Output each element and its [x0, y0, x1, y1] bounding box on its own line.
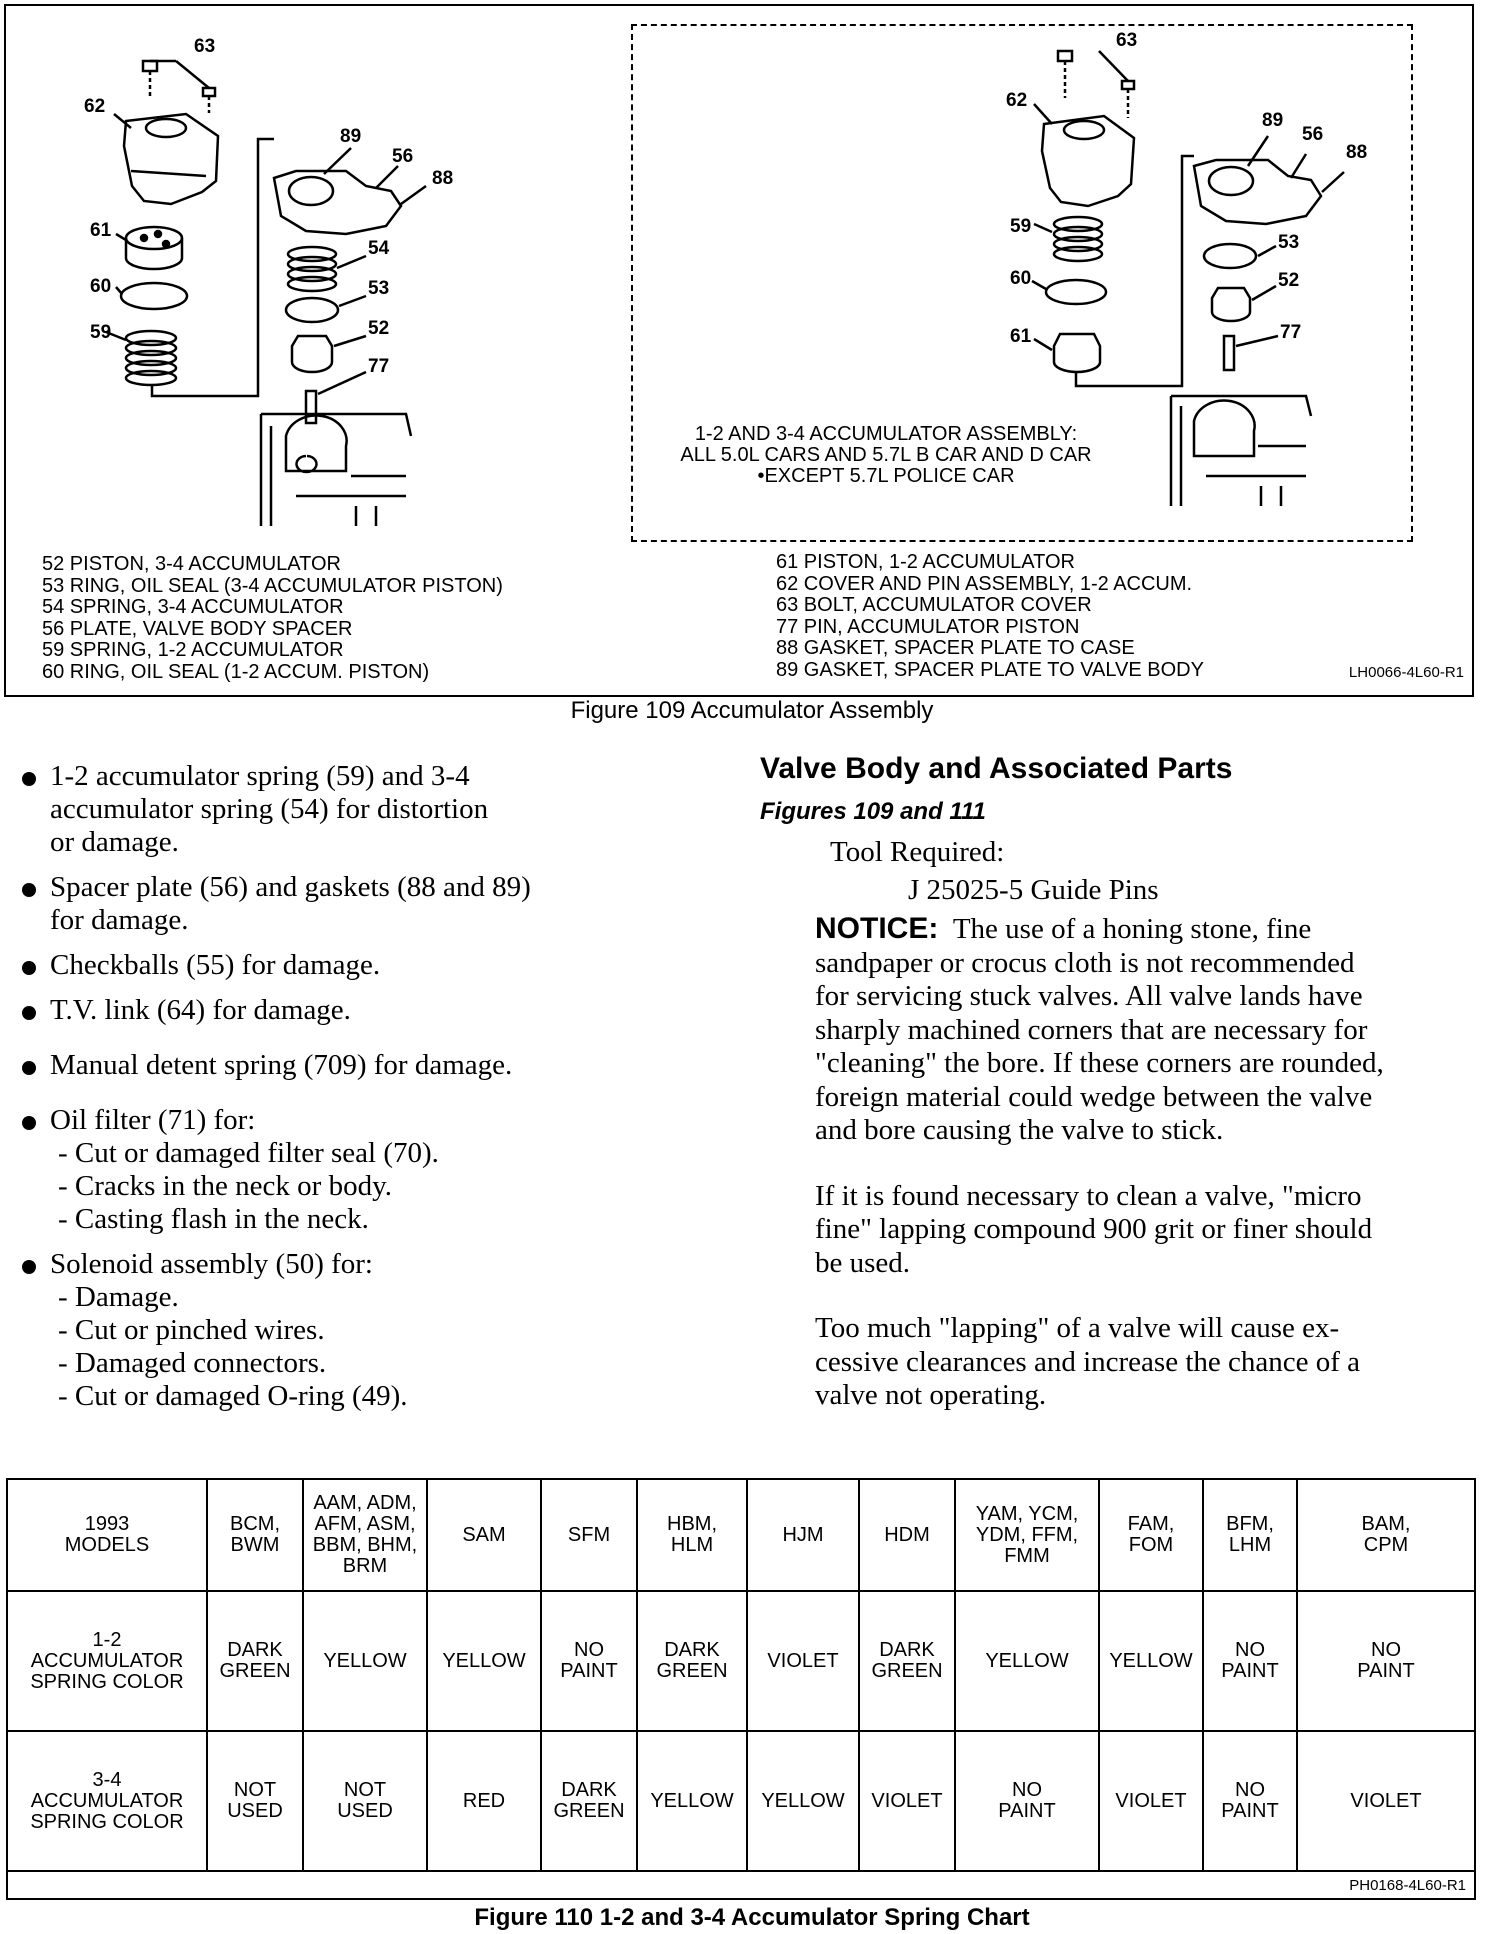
list-item — [22, 1104, 722, 1236]
left-bolt-short — [203, 88, 215, 113]
row-1-2-cell — [747, 1591, 859, 1731]
table-header-row — [7, 1479, 1475, 1591]
bullet-icon — [22, 772, 36, 786]
list-item — [22, 760, 722, 859]
note-line: ALL 5.0L CARS AND 5.7L B CAR AND D CAR — [680, 444, 1092, 466]
callout-56-left: 56 — [392, 146, 414, 167]
row-3-4-cell — [207, 1731, 303, 1871]
cell-line: HBM, — [667, 1513, 717, 1535]
cell-line: FAM, — [1127, 1513, 1175, 1535]
left-piston-61 — [126, 227, 182, 269]
cell-line: PAINT — [1357, 1660, 1415, 1682]
cell-line: ACCUMULATOR — [30, 1789, 184, 1812]
legend-item: 61 PISTON, 1-2 ACCUMULATOR — [776, 551, 1075, 573]
cell-line: YELLOW — [985, 1649, 1069, 1672]
cell-line: GREEN — [219, 1660, 291, 1682]
legend-item: 56 PLATE, VALVE BODY SPACER — [42, 617, 353, 640]
left-pin-77 — [306, 391, 316, 423]
row-1-2-cell — [1297, 1591, 1475, 1731]
para-line: fine" lapping compound 900 grit or finer should — [815, 1213, 1373, 1245]
cell-line: AFM, ASM, — [314, 1513, 416, 1535]
header-cell — [955, 1479, 1099, 1591]
figure-reference: Figures 109 and 111 — [760, 798, 986, 825]
cell-line: MODELS — [64, 1534, 150, 1556]
row-1-2-cell — [207, 1591, 303, 1731]
item-line: Manual detent spring (709) for damage. — [50, 1049, 513, 1081]
notice-line — [815, 912, 1480, 947]
callout-63-left: 63 — [194, 36, 216, 57]
header-cell — [859, 1479, 955, 1591]
cell-line: NO — [574, 1639, 604, 1661]
cell-line: YELLOW — [650, 1789, 734, 1812]
para-line: valve not operating. — [815, 1379, 1047, 1411]
callout-89-left: 89 — [340, 126, 362, 147]
legend-item: 60 RING, OIL SEAL (1-2 ACCUM. PISTON) — [42, 660, 430, 683]
item-line: 1-2 accumulator spring (59) and 3-4 — [50, 760, 470, 792]
cell-line: USED — [337, 1800, 393, 1822]
para-line: cessive clearances and increase the chance of a — [815, 1345, 1361, 1378]
cell-line: SPRING COLOR — [30, 1670, 184, 1693]
notice-label: NOTICE: — [815, 912, 939, 945]
lapping-paragraph — [815, 1180, 1480, 1281]
callout-89-right: 89 — [1262, 110, 1284, 131]
warning-paragraph — [815, 1312, 1480, 1413]
list-item — [22, 994, 722, 1027]
cell-line: GREEN — [656, 1660, 728, 1682]
cell-line: PAINT — [560, 1660, 618, 1682]
cell-line: NOT — [233, 1779, 277, 1801]
legend-item: 52 PISTON, 3-4 ACCUMULATOR — [42, 553, 341, 575]
callout-52-left: 52 — [368, 318, 390, 339]
cell-line: SPRING COLOR — [30, 1810, 184, 1833]
sub-item: - Cut or pinched wires. — [58, 1314, 325, 1346]
cell-line: 3-4 — [92, 1768, 122, 1791]
header-cell — [1203, 1479, 1297, 1591]
cell-line: 1993 — [84, 1513, 130, 1535]
callout-53-left: 53 — [368, 278, 390, 299]
item-line: Checkballs (55) for damage. — [50, 949, 381, 981]
header-cell — [637, 1479, 747, 1591]
bullet-icon — [22, 1061, 36, 1075]
cell-line: YAM, YCM, — [975, 1502, 1079, 1525]
item-line: T.V. link (64) for damage. — [50, 994, 351, 1026]
callout-88-right: 88 — [1346, 142, 1368, 163]
sub-item: - Cracks in the neck or body. — [58, 1170, 392, 1202]
table-footer-row — [7, 1871, 1475, 1899]
cell-line: VIOLET — [1350, 1789, 1422, 1812]
assembly-variant-note — [636, 424, 1136, 487]
cell-line: PAINT — [998, 1800, 1056, 1822]
cell-line: YELLOW — [1109, 1649, 1193, 1672]
notice-line: sharply machined corners that are necessary for — [815, 1013, 1368, 1046]
cell-line: NO — [1371, 1639, 1401, 1661]
legend-item: 88 GASKET, SPACER PLATE TO CASE — [776, 637, 1135, 659]
row-1-2-cell — [955, 1591, 1099, 1731]
note-line: 1-2 AND 3-4 ACCUMULATOR ASSEMBLY: — [694, 423, 1078, 445]
cell-line: HJM — [782, 1523, 824, 1546]
row-1-2-cell — [859, 1591, 955, 1731]
table-row-3-4 — [7, 1731, 1475, 1871]
cell-line: YELLOW — [761, 1789, 845, 1812]
left-ring-53 — [286, 298, 338, 322]
notice-line: sandpaper or crocus cloth is not recommended — [815, 946, 1355, 979]
row-3-4-cell — [955, 1731, 1099, 1871]
cell-line: DARK — [879, 1639, 935, 1661]
figure-109-panel — [4, 4, 1474, 697]
cell-line: SFM — [567, 1523, 611, 1546]
note-line: •EXCEPT 5.7L POLICE CAR — [757, 465, 1015, 487]
cell-line: VIOLET — [1115, 1789, 1187, 1812]
legend-item: 63 BOLT, ACCUMULATOR COVER — [776, 594, 1092, 616]
left-spring-54 — [288, 247, 336, 291]
row-3-4-cell — [427, 1731, 541, 1871]
cell-line: GREEN — [871, 1660, 943, 1682]
row-3-4-cell — [1099, 1731, 1203, 1871]
cell-line: NO — [1235, 1779, 1265, 1801]
row-3-4-cell — [747, 1731, 859, 1871]
left-spring-59 — [126, 331, 176, 385]
callout-56-right: 56 — [1302, 124, 1324, 145]
callout-60-right: 60 — [1010, 268, 1032, 289]
cell-line: ACCUMULATOR — [30, 1649, 184, 1672]
cell-line: PAINT — [1221, 1660, 1279, 1682]
cell-line: PAINT — [1221, 1800, 1279, 1822]
item-line: Solenoid assembly (50) for: — [50, 1248, 373, 1280]
table-row-1-2 — [7, 1591, 1475, 1731]
cell-line: AAM, ADM, — [313, 1492, 417, 1514]
cell-line: HLM — [670, 1534, 714, 1556]
bullet-icon — [22, 883, 36, 897]
item-line: Spacer plate (56) and gaskets (88 and 89) — [50, 871, 531, 903]
row-1-2-cell — [1203, 1591, 1297, 1731]
row-3-4-cell — [541, 1731, 637, 1871]
cell-line: CPM — [1363, 1534, 1409, 1556]
legend-item: 54 SPRING, 3-4 ACCUMULATOR — [42, 596, 344, 618]
para-line: be used. — [815, 1246, 911, 1279]
callout-53-right: 53 — [1278, 232, 1300, 253]
bullet-icon — [22, 1006, 36, 1020]
cell-line: GREEN — [553, 1800, 625, 1822]
item-line: accumulator spring (54) for distortion — [50, 793, 489, 825]
callout-62-right: 62 — [1006, 90, 1028, 111]
item-line: or damage. — [50, 826, 179, 858]
legend-item: 59 SPRING, 1-2 ACCUMULATOR — [42, 639, 344, 661]
cell-line: VIOLET — [871, 1789, 943, 1812]
cell-line: BWM — [230, 1534, 280, 1556]
cell-line: RED — [462, 1789, 506, 1812]
cell-line: NOT — [343, 1779, 387, 1801]
section-title: Valve Body and Associated Parts — [760, 752, 1233, 785]
item-line: for damage. — [50, 904, 189, 936]
left-case — [261, 414, 411, 526]
row-3-4-cell — [637, 1731, 747, 1871]
callout-61-right: 61 — [1010, 326, 1032, 347]
callout-88-left: 88 — [432, 168, 454, 189]
row-3-4-cell — [7, 1731, 207, 1871]
header-cell — [427, 1479, 541, 1591]
callout-52-right: 52 — [1278, 270, 1300, 291]
notice-line: and bore causing the valve to stick. — [815, 1114, 1224, 1146]
row-1-2-cell — [541, 1591, 637, 1731]
cell-line: YDM, FFM, — [975, 1523, 1079, 1546]
valve-body-section — [760, 752, 1480, 1445]
cell-line: BFM, — [1226, 1513, 1274, 1535]
sub-item: - Damage. — [58, 1281, 179, 1313]
row-1-2-cell — [7, 1591, 207, 1731]
left-bolt-long — [143, 61, 157, 96]
item-line: Oil filter (71) for: — [50, 1104, 256, 1136]
cell-line: FOM — [1128, 1534, 1174, 1556]
parts-legend-right — [776, 552, 1204, 681]
callout-59-right: 59 — [1010, 216, 1032, 237]
callout-63-right: 63 — [1116, 30, 1138, 51]
para-line: Too much "lapping" of a valve will cause ex- — [815, 1312, 1340, 1344]
header-cell — [7, 1479, 207, 1591]
row-1-2-cell — [1099, 1591, 1203, 1731]
bullet-icon — [22, 1260, 36, 1274]
sub-item: - Casting flash in the neck. — [58, 1203, 369, 1235]
sub-item: - Damaged connectors. — [58, 1347, 327, 1379]
notice-line: foreign material could wedge between the valve — [815, 1080, 1373, 1113]
callout-77-right: 77 — [1280, 322, 1302, 343]
list-item — [22, 871, 722, 937]
header-cell — [303, 1479, 427, 1591]
notice-text: The use of a honing stone, fine — [952, 913, 1312, 945]
cell-line: USED — [227, 1800, 283, 1822]
notice-line: for servicing stuck valves. All valve lands have — [815, 980, 1363, 1012]
cell-line: YELLOW — [442, 1649, 526, 1672]
cell-line: DARK — [561, 1779, 617, 1801]
cell-line: 1-2 — [92, 1628, 122, 1651]
row-1-2-cell — [427, 1591, 541, 1731]
callout-59-left: 59 — [90, 322, 112, 343]
notice-line: "cleaning" the bore. If these corners are rounded, — [815, 1047, 1384, 1079]
row-1-2-cell — [637, 1591, 747, 1731]
cell-line: VIOLET — [767, 1649, 839, 1672]
callout-77-left: 77 — [368, 356, 390, 377]
cell-line: NO — [1235, 1639, 1265, 1661]
sub-item: - Cut or damaged O-ring (49). — [58, 1380, 408, 1412]
left-cover — [124, 114, 218, 204]
cell-line: BBM, BHM, — [312, 1534, 418, 1556]
cell-line: BRM — [342, 1555, 388, 1577]
spring-color-chart — [6, 1478, 1476, 1900]
left-ring-60 — [121, 283, 187, 309]
parts-legend-left — [42, 554, 503, 683]
bullet-icon — [22, 1116, 36, 1130]
legend-item: 53 RING, OIL SEAL (3-4 ACCUMULATOR PISTON) — [42, 574, 503, 597]
cell-line: FMM — [1004, 1544, 1050, 1567]
header-cell — [541, 1479, 637, 1591]
header-cell — [207, 1479, 303, 1591]
notice-paragraph — [815, 912, 1480, 1148]
callout-62-left: 62 — [84, 96, 106, 117]
cell-line: DARK — [664, 1639, 720, 1661]
list-item — [22, 949, 722, 982]
legend-item: 62 COVER AND PIN ASSEMBLY, 1-2 ACCUM. — [776, 572, 1193, 595]
figure-110-caption: Figure 110 1-2 and 3-4 Accumulator Spring Chart — [474, 1904, 1030, 1931]
cell-line: NO — [1012, 1779, 1042, 1801]
figure-109-caption: Figure 109 Accumulator Assembly — [570, 697, 934, 724]
list-item — [22, 1248, 722, 1413]
cell-line: BAM, — [1361, 1513, 1411, 1535]
left-piston-52 — [292, 336, 332, 372]
row-3-4-cell — [1203, 1731, 1297, 1871]
figure-code: LH0066-4L60-R1 — [1348, 664, 1464, 681]
cell-line: YELLOW — [323, 1649, 407, 1672]
sub-item: - Cut or damaged filter seal (70). — [58, 1137, 439, 1169]
list-item — [22, 1049, 722, 1082]
row-3-4-cell — [303, 1731, 427, 1871]
para-line: If it is found necessary to clean a valve, "micro — [815, 1179, 1362, 1212]
callout-60-left: 60 — [90, 276, 112, 297]
bullet-icon — [22, 961, 36, 975]
cell-line: DARK — [227, 1639, 283, 1661]
tool-required-label: Tool Required: — [830, 836, 1005, 868]
tool-name: J 25025-5 Guide Pins — [908, 874, 1159, 906]
legend-item: 89 GASKET, SPACER PLATE TO VALVE BODY — [776, 658, 1204, 681]
cell-line: HDM — [884, 1523, 930, 1546]
cell-line: BCM, — [230, 1513, 280, 1535]
cell-line: LHM — [1228, 1534, 1272, 1556]
cell-line: SAM — [462, 1523, 506, 1546]
header-cell — [1297, 1479, 1475, 1591]
callout-61-left: 61 — [90, 220, 112, 241]
callout-54-left: 54 — [368, 238, 390, 259]
legend-item: 77 PIN, ACCUMULATOR PISTON — [776, 615, 1080, 638]
header-cell — [1099, 1479, 1203, 1591]
inspection-checklist — [22, 760, 722, 1425]
row-3-4-cell — [859, 1731, 955, 1871]
header-cell — [747, 1479, 859, 1591]
row-1-2-cell — [303, 1591, 427, 1731]
chart-code: PH0168-4L60-R1 — [7, 1871, 1475, 1899]
row-3-4-cell — [1297, 1731, 1475, 1871]
